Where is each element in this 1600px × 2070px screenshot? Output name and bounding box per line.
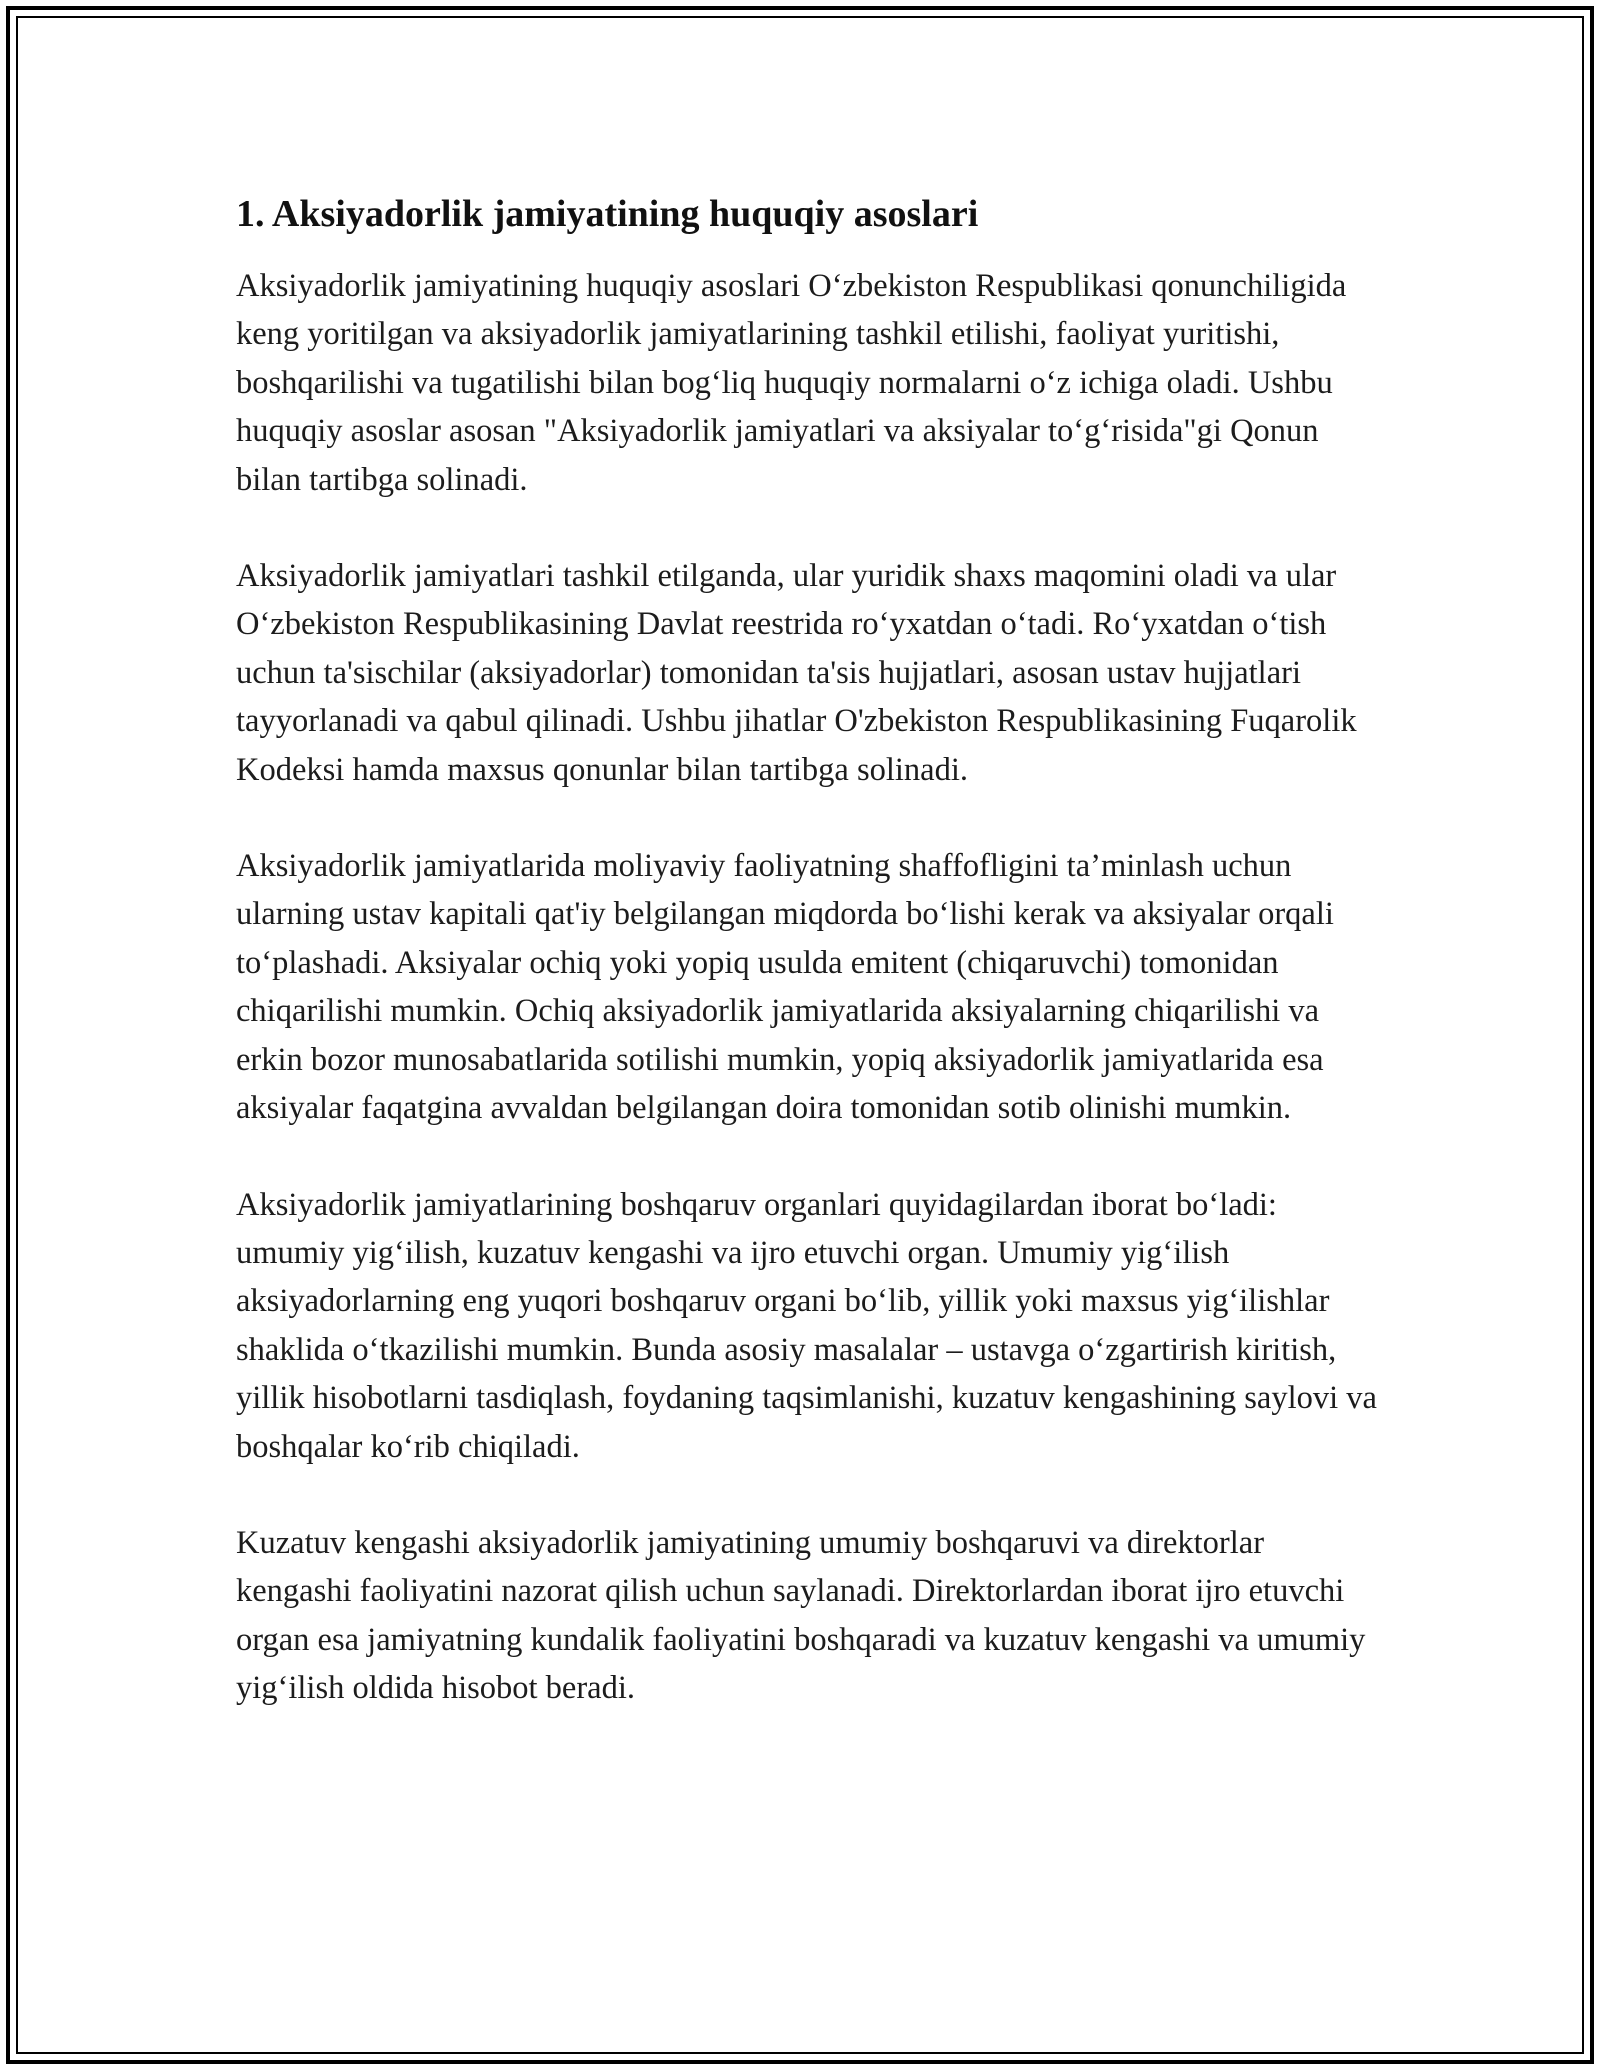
- paragraph-3: Aksiyadorlik jamiyatlarida moliyaviy faoliyatning shaffofligini ta’minlash uchun ularning ustav kapitali qat'iy belgilangan miqdorda bo‘lishi kerak va aksiyalar orqali to‘plashadi. Aksiyalar ochiq yoki yopiq usulda emitent (chiqaruvchi) tomonidan chiqarilishi mumkin. Ochiq aksiyadorlik jamiyatlarida aksiyalarning chiqarilishi va erkin bozor munosabatlarida sotilishi mumkin, yopiq aksiyadorlik jamiyatlarida esa aksiyalar faqatgina avvaldan belgilangan doira tomonidan sotib olinishi mumkin.: [236, 848, 1334, 1127]
- paragraph-2: Aksiyadorlik jamiyatlari tashkil etilganda, ular yuridik shaxs maqomini oladi va ular O‘zbekiston Respublikasining Davlat reestrida ro‘yxatdan o‘tadi. Ro‘yxatdan o‘tish uchun ta'sischilar (aksiyadorlar) tomonidan ta'sis hujjatlari, asosan ustav hujjatlari tayyorlanadi va qabul qilinadi. Ushbu jihatlar O'zbekiston Respublikasining Fuqarolik Kodeksi hamda maxsus qonunlar bilan tartibga solinadi.: [236, 558, 1357, 788]
- document-body: [236, 188, 1386, 1761]
- paragraph-4: Aksiyadorlik jamiyatlarining boshqaruv organlari quyidagilardan iborat bo‘ladi: umumiy yig‘ilish, kuzatuv kengashi va ijro etuvchi organ. Umumiy yig‘ilish aksiyadorlarning eng yuqori boshqaruv organi bo‘lib, yillik yoki maxsus yig‘ilishlar shaklida o‘tkazilishi mumkin. Bunda asosiy masalalar – ustavga o‘zgartirish kiritish, yillik hisobotlarni tasdiqlash, foydaning taqsimlanishi, kuzatuv kengashining saylovi va boshqalar ko‘rib chiqiladi.: [236, 1186, 1377, 1465]
- section-heading: 1. Aksiyadorlik jamiyatining huquqiy asoslari: [236, 193, 979, 235]
- paragraph-1: Aksiyadorlik jamiyatining huquqiy asoslari O‘zbekiston Respublikasi qonunchiligida keng yoritilgan va aksiyadorlik jamiyatlarining tashkil etilishi, faoliyat yuritishi, boshqarilishi va tugatilishi bilan bog‘liq huquqiy normalarni o‘z ichiga oladi. Ushbu huquqiy asoslar asosan "Aksiyadorlik jamiyatlari va aksiyalar to‘g‘risida"gi Qonun bilan tartibga solinadi.: [236, 268, 1347, 498]
- paragraph-5: Kuzatuv kengashi aksiyadorlik jamiyatining umumiy boshqaruvi va direktorlar kengashi faoliyatini nazorat qilish uchun saylanadi. Direktorlardan iborat ijro etuvchi organ esa jamiyatning kundalik faoliyatini boshqaradi va kuzatuv kengashi va umumiy yig‘ilish oldida hisobot beradi.: [236, 1524, 1366, 1707]
